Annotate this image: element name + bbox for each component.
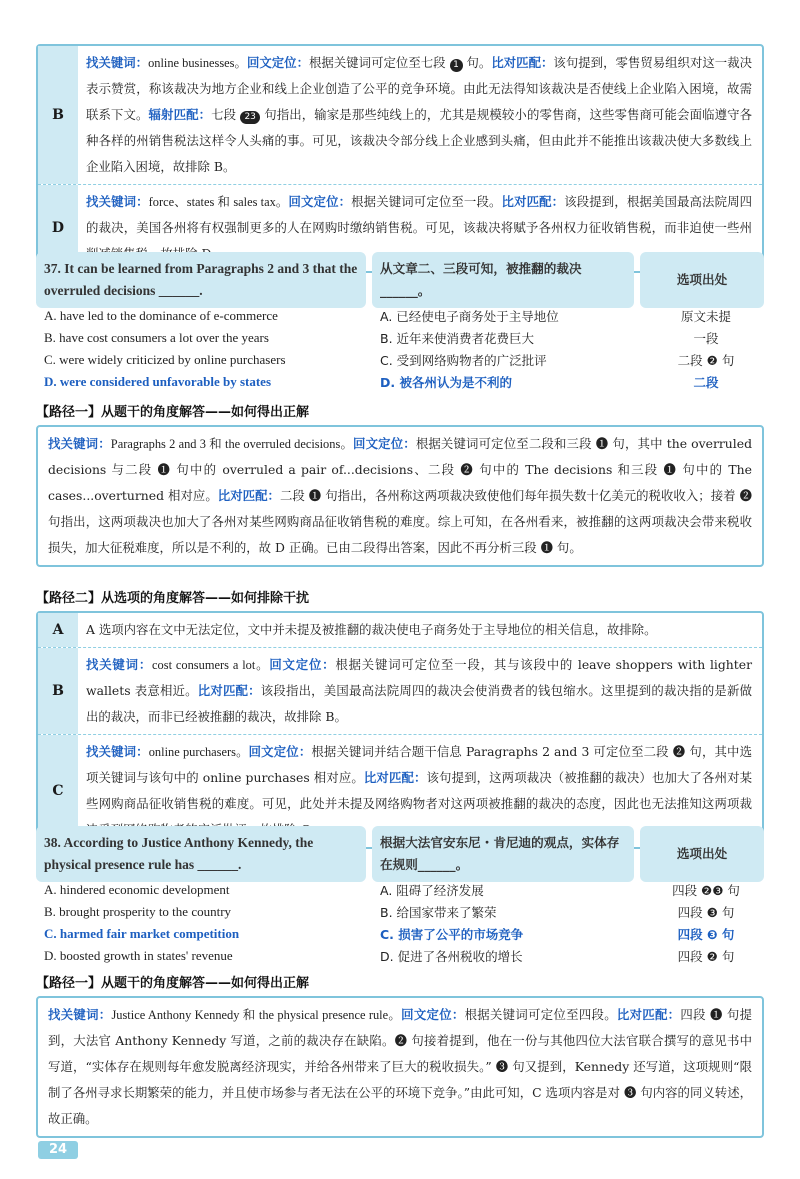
question-37-options (44, 305, 764, 393)
q38-route1-title: 【路径一】从题干的角度解答——如何得出正解 (36, 976, 310, 991)
q37-route2-text-b: 找关键词：cost consumers a lot。回文定位：根据关键词可定位至一段，其与该段中的 leave shoppers with lighter wallets 表意相近。比对匹配：该段指出，美国最高法院周四的裁决会使消费者的钱包缩水。这里提到的裁决指的是新做出的裁决，而非已经被推翻的裁决，故排除 B。 (86, 657, 753, 724)
option-letter-b: B (38, 46, 78, 184)
question-38-header (36, 826, 764, 882)
page-number: 24 (38, 1141, 78, 1159)
q38-route1-body: 找关键词：Justice Anthony Kennedy 和 the physical presence rule。回文定位：根据关键词可定位至四段。比对匹配：四段 ❶ 句提到，大法官 Anthony Kennedy 写道，之前的裁决存在缺陷。❷ 句接着提到，他在一份与其他四位大法官联合撰写的意见书中写道，“实体存在规则每年愈发脱离经济现实，并给各州带来了巨大的税收损失。” ❸ 句又提到，Kennedy 还写道，这项规则“限制了各州寻求长期繁荣的能力，并且使市场参与者无法在公平的环境下竞争。”由此可知，C 选项内容是对 ❸ 句内容的同义转述，故正确。 (36, 996, 764, 1138)
option-analysis-block-top (36, 44, 764, 273)
q37-route2-text-c: 找关键词：online purchasers。回文定位：根据关键词并结合题干信息 Paragraphs 2 and 3 可定位至二段 ❷ 句，其中选项关键词与该句中的 online purchases 相对应。比对匹配：该句提到，这两项裁决（被推翻的裁决）也加大了各州对某些网购商品征收销售税的难度。可见，此处并未提及网络购物者对这两项被推翻的裁决的态度，因此也无法推知这两项裁 (86, 744, 753, 811)
q38-option-d: D. boosted growth in states' revenue D. 促进了各州税收的增长 四段 ❷ 句 (44, 948, 735, 964)
option-text-d: 找关键词：force、states 和 sales tax。回文定位：根据关键词可定位至一段。比对匹配：该段提到，根据美国最高法院周四的裁决，美国各州将有权强制更多的人在网购时缴纳销售税。可见，该裁决将赋予各州权力征收销售税，而非迫使一些州 (86, 194, 753, 235)
question-37-stem-en: 37. It can be learned from Paragraphs 2 and 3 that the overruled decisions ______. (36, 252, 366, 308)
circled-number-1: 1 (450, 59, 463, 72)
q37-option-d-correct: D. were considered unfavorable by states D. 被各州认为是不利的 二段 (44, 374, 719, 390)
question-38-stem-cn: 根据大法官安东尼・肯尼迪的观点，实体存在规则______。 (372, 826, 634, 882)
question-38-source-header: 选项出处 (640, 826, 764, 882)
q38-option-c-correct: C. harmed fair market competition C. 损害了公平的市场竞争 四段 ❸ 句 (44, 926, 735, 942)
circled-number-23: 23 (240, 111, 260, 124)
q37-route2-row-a (38, 613, 762, 647)
q37-option-a: A. have led to the dominance of e-commerce A. 已经使电子商务处于主导地位 原文未提 (44, 308, 731, 324)
q37-route2-title: 【路径二】从选项的角度解答——如何排除干扰 (36, 591, 310, 606)
question-38-stem-en: 38. According to Justice Anthony Kennedy, the physical presence rule has ______. (36, 826, 366, 882)
question-37-stem-cn: 从文章二、三段可知，被推翻的裁决______。 (372, 252, 634, 308)
q37-route2-block (36, 611, 764, 849)
q37-route2-text-a: A 选项内容在文中无法定位，文中并未提及被推翻的裁决使电子商务处于主导地位的相关信息，故排除。 (86, 622, 657, 637)
q37-route2-row-b (38, 647, 762, 734)
q38-option-b: B. brought prosperity to the country B. 给国家带来了繁荣 四段 ❸ 句 (44, 904, 735, 920)
q37-route1-body: 找关键词：Paragraphs 2 and 3 和 the overruled decisions。回文定位：根据关键词可定位至二段和三段 ❶ 句，其中 the overruled decisions 与二段 ❶ 句中的 overruled a pair of...decisions、二段 ❷ 句中的 The decisions 和三段 ❶ 句中的 The cases...overturned 相对应。比对匹配：二段 ❶ 句指出，各州称这两项裁决致使他们每年损失数十亿美元的税收收入；接着 ❷ 句指出，这两项裁决也加大了各州对某些网购商品征收销售税的难度。综上可知，在各州看来，被推翻的这两项裁决会带来税收损失，加大征税难度，所以是不利的，故 D 正确。已由二段得出答案，因此不再分析三段 ❶ 句。 (36, 425, 764, 567)
q37-route2-letter-c: C (38, 735, 78, 847)
question-37-header (36, 252, 764, 308)
option-row-b (38, 46, 762, 184)
q37-option-c: C. were widely criticized by online purchasers C. 受到网络购物者的广泛批评 二段 ❷ 句 (44, 352, 735, 368)
q37-route2-letter-a: A (38, 613, 78, 647)
q37-option-b: B. have cost consumers a lot over the years B. 近年来使消费者花费巨大 一段 (44, 330, 719, 346)
option-text-b: 找关键词：online businesses。回文定位：根据关键词可定位至七段 1 句。比对匹配：该句提到，零售贸易组织对这一裁决表示赞赏，称该裁决为地方企业和线上企业创造了公平的竞争环境。由此无法得知该裁决是否使线上企业陷入困境，故需联系下文。辐射匹配：七段 23 句指出，输家是那些纯线上的，尤其是规模较小的零售商，这些零售商可能会面临遵守各种各样的州销售税法这样令人头痛的事。可见，该裁决令部分线上企业感到头痛，但由此并不能推出该裁决使大多数线上企业陷入困境，故排除 B。 (86, 55, 753, 174)
question-37-source-header: 选项出处 (640, 252, 764, 308)
option-letter-d: D (38, 185, 78, 271)
q37-route1-title: 【路径一】从题干的角度解答——如何得出正解 (36, 405, 310, 420)
q37-route2-letter-b: B (38, 648, 78, 734)
question-38-options (44, 879, 764, 967)
q38-option-a: A. hindered economic development A. 阻碍了经济发展 四段 ❷❸ 句 (44, 882, 740, 898)
